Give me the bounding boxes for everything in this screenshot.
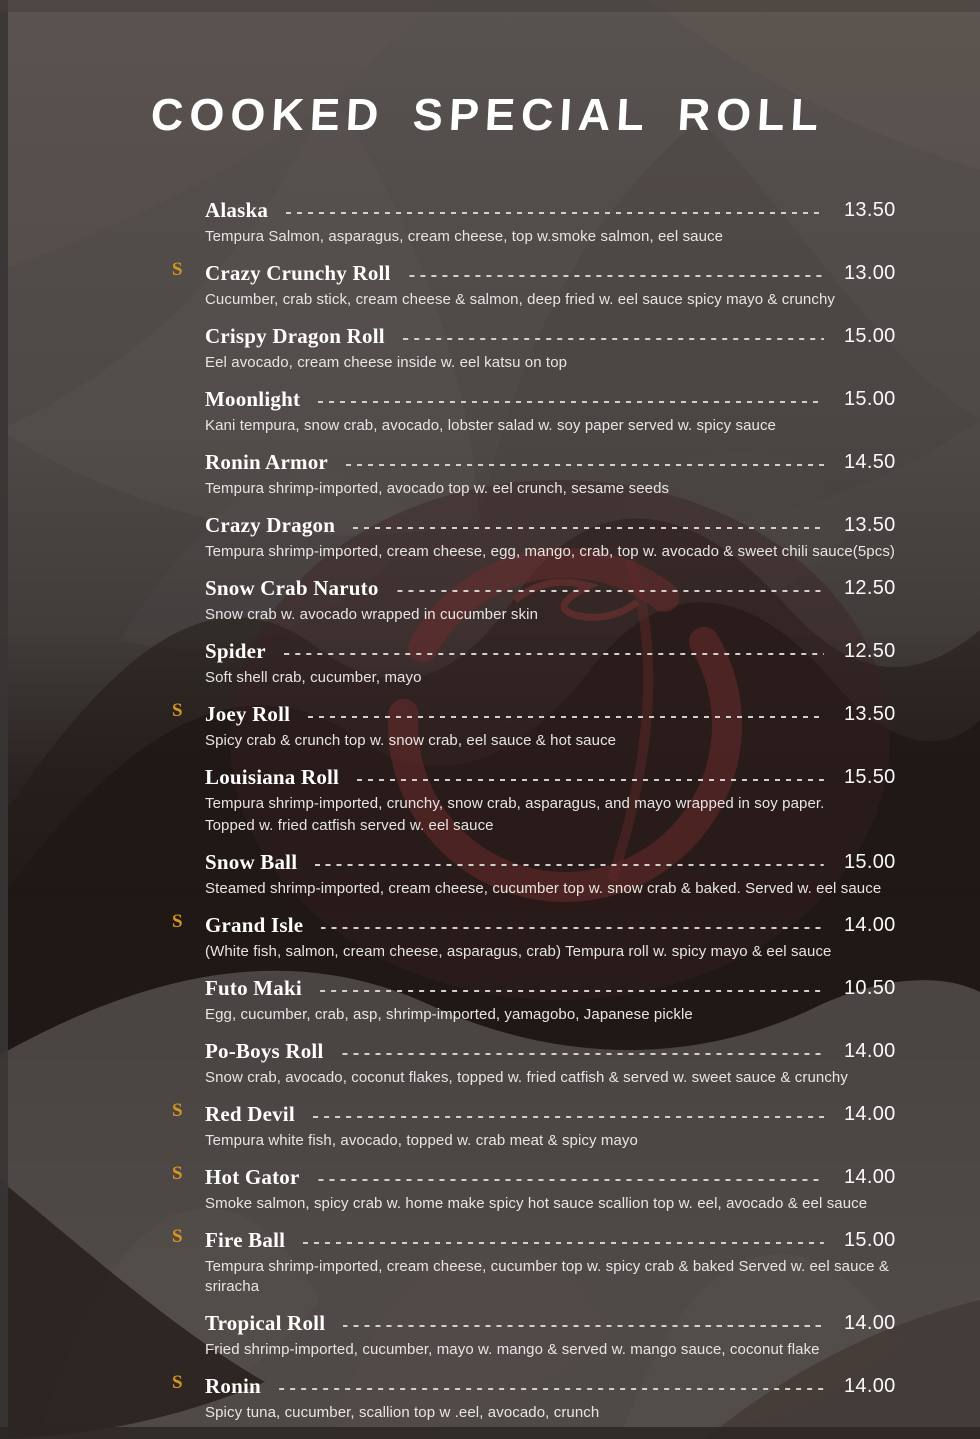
item-title-row: [205, 573, 902, 603]
item-name: Alaska: [205, 197, 269, 222]
spicy-indicator: S: [172, 1100, 183, 1121]
item-title-row: [205, 384, 902, 414]
item-price: 13.50: [844, 702, 896, 725]
dotted-leader: [403, 338, 824, 340]
dotted-leader: [303, 1242, 824, 1244]
item-description: Tempura shrimp-imported, cream cheese, egg, mango, crab, top w. avocado & sweet chili sauce(5pcs): [205, 543, 896, 560]
menu-list: [0, 195, 980, 1423]
spicy-indicator: S: [172, 1372, 183, 1393]
item-price: 14.00: [844, 1311, 896, 1334]
menu-item: [205, 573, 902, 625]
menu-item: [172, 1162, 902, 1214]
item-name: Ronin: [205, 1373, 261, 1398]
item-name: Po-Boys Roll: [205, 1038, 324, 1063]
dotted-leader: [357, 779, 824, 781]
menu-item: [205, 973, 902, 1025]
item-description: Tempura Salmon, asparagus, cream cheese, top w.smoke salmon, eel sauce: [205, 228, 724, 245]
item-description: Cucumber, crab stick, cream cheese & salmon, deep fried w. eel sauce spicy mayo & crunchy: [205, 291, 836, 308]
item-name: Snow Ball: [205, 849, 298, 874]
menu-item: [205, 1308, 902, 1360]
menu-item: [205, 636, 902, 688]
item-title-row: [172, 699, 902, 729]
item-price: 15.50: [844, 765, 896, 788]
item-title-row: [205, 636, 902, 666]
menu-item: [205, 762, 902, 836]
item-price: 13.50: [844, 513, 896, 536]
menu-item: [205, 447, 902, 499]
item-price: 14.00: [844, 1165, 896, 1188]
item-price: 12.50: [844, 639, 896, 662]
menu-item: [172, 258, 902, 310]
menu-item: [172, 1371, 902, 1423]
menu-item: [172, 1225, 902, 1297]
item-name: Joey Roll: [205, 701, 291, 726]
dotted-leader: [353, 527, 824, 529]
item-title-row: [205, 1308, 902, 1338]
dotted-leader: [342, 1053, 825, 1055]
item-name: Grand Isle: [205, 912, 304, 937]
dotted-leader: [318, 1179, 824, 1181]
spicy-indicator: S: [172, 1226, 183, 1247]
item-description: Snow crab w. avocado wrapped in cucumber skin: [205, 606, 539, 623]
item-description: Fried shrimp-imported, cucumber, mayo w. mango & served w. mango sauce, coconut flake: [205, 1341, 820, 1358]
item-title-row: [205, 447, 902, 477]
item-description: Kani tempura, snow crab, avocado, lobster salad w. soy paper served w. spicy sauce: [205, 417, 776, 434]
menu-item: [172, 1099, 902, 1151]
item-price: 14.00: [844, 1102, 896, 1125]
item-description: Tempura white fish, avocado, topped w. crab meat & spicy mayo: [205, 1132, 638, 1149]
dotted-leader: [313, 1116, 824, 1118]
dotted-leader: [315, 864, 824, 866]
dotted-leader: [318, 401, 824, 403]
item-title-row: [172, 1371, 902, 1401]
item-name: Crazy Crunchy Roll: [205, 260, 391, 285]
spicy-indicator: S: [172, 911, 183, 932]
item-name: Crispy Dragon Roll: [205, 323, 385, 348]
menu-item: [205, 384, 902, 436]
item-name: Hot Gator: [205, 1164, 300, 1189]
item-description: Steamed shrimp-imported, cream cheese, cucumber top w. snow crab & baked. Served w. eel sauce: [205, 880, 882, 897]
item-name: Moonlight: [205, 386, 301, 411]
item-price: 15.00: [844, 1228, 896, 1251]
menu-item: [205, 847, 902, 899]
dotted-leader: [279, 1388, 824, 1390]
item-title-row: [205, 973, 902, 1003]
menu-item: [172, 699, 902, 751]
item-price: 15.00: [844, 850, 896, 873]
item-price: 12.50: [844, 576, 896, 599]
item-description: Snow crab, avocado, coconut flakes, topped w. fried catfish & served w. sweet sauce & crunchy: [205, 1069, 848, 1086]
dotted-leader: [343, 1325, 824, 1327]
item-name: Tropical Roll: [205, 1310, 326, 1335]
item-price: 13.00: [844, 261, 896, 284]
item-price: 14.50: [844, 450, 896, 473]
item-description: Tempura shrimp-imported, crunchy, snow crab, asparagus, and mayo wrapped in soy paper.: [205, 795, 825, 812]
dotted-leader: [308, 716, 824, 718]
item-description-line2: Topped w. fried catfish served w. eel sauce: [205, 817, 494, 834]
item-description: Spicy crab & crunch top w. snow crab, eel sauce & hot sauce: [205, 732, 617, 749]
dotted-leader: [286, 212, 824, 214]
item-price: 14.00: [844, 1374, 896, 1397]
dotted-leader: [320, 990, 824, 992]
item-title-row: [205, 847, 902, 877]
item-title-row: [172, 1162, 902, 1192]
item-name: Snow Crab Naruto: [205, 575, 379, 600]
item-name: Crazy Dragon: [205, 512, 336, 537]
item-description: Smoke salmon, spicy crab w. home make spicy hot sauce scallion top w. eel, avocado & eel sauce: [205, 1195, 868, 1212]
item-title-row: [205, 762, 902, 792]
item-title-row: [205, 510, 902, 540]
item-name: Louisiana Roll: [205, 764, 340, 789]
spicy-indicator: S: [172, 700, 183, 721]
menu-item: [205, 195, 902, 247]
item-name: Ronin Armor: [205, 449, 328, 474]
item-price: 13.50: [844, 198, 896, 221]
menu-item: [205, 510, 902, 562]
item-title-row: [205, 195, 902, 225]
item-price: 15.00: [844, 324, 896, 347]
item-name: Spider: [205, 638, 266, 663]
spicy-indicator: S: [172, 259, 183, 280]
dotted-leader: [284, 653, 824, 655]
item-price: 10.50: [844, 976, 896, 999]
item-name: Fire Ball: [205, 1227, 286, 1252]
item-description: Tempura shrimp-imported, cream cheese, cucumber top w. spicy crab & baked Served w. eel sauce & sriracha: [205, 1258, 889, 1295]
menu-item: [205, 1036, 902, 1088]
item-description: Tempura shrimp-imported, avocado top w. eel crunch, sesame seeds: [205, 480, 670, 497]
item-price: 14.00: [844, 1039, 896, 1062]
menu-item: [205, 321, 902, 373]
item-title-row: [172, 258, 902, 288]
item-description: Eel avocado, cream cheese inside w. eel katsu on top: [205, 354, 568, 371]
page-title: COOKED SPECIAL ROLL: [149, 89, 826, 140]
dotted-leader: [397, 590, 824, 592]
item-description: Egg, cucumber, crab, asp, shrimp-imported, yamagobo, Japanese pickle: [205, 1006, 693, 1023]
item-description: Spicy tuna, cucumber, scallion top w .eel, avocado, crunch: [205, 1404, 600, 1421]
item-title-row: [172, 1225, 902, 1255]
item-title-row: [205, 1036, 902, 1066]
item-title-row: [172, 910, 902, 940]
item-name: Futo Maki: [205, 975, 302, 1000]
item-price: 14.00: [844, 913, 896, 936]
spicy-indicator: S: [172, 1163, 183, 1184]
item-description: Soft shell crab, cucumber, mayo: [205, 669, 422, 686]
dotted-leader: [321, 927, 824, 929]
item-name: Red Devil: [205, 1101, 295, 1126]
dotted-leader: [409, 275, 824, 277]
item-title-row: [205, 321, 902, 351]
item-price: 15.00: [844, 387, 896, 410]
menu-item: [172, 910, 902, 962]
item-description: (White fish, salmon, cream cheese, asparagus, crab) Tempura roll w. spicy mayo & eel sauce: [205, 943, 832, 960]
item-title-row: [172, 1099, 902, 1129]
dotted-leader: [346, 464, 824, 466]
